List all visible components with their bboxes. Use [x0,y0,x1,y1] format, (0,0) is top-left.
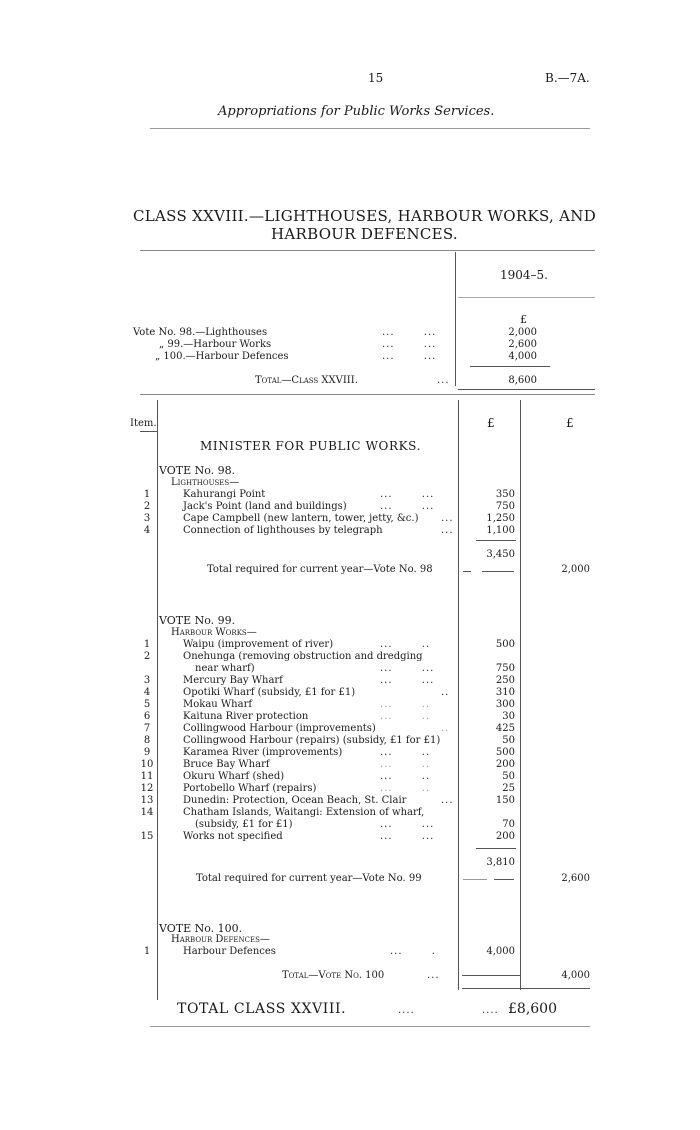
page-number: 15 [368,71,384,85]
summary-year-rule [458,297,595,298]
item-number: 2 [143,651,151,662]
item-number: 1 [143,639,151,650]
dash-rule [494,879,514,880]
item-value: 500 [495,639,515,650]
item-value: 200 [495,759,515,770]
item-value: 500 [495,747,515,758]
item-value: 200 [495,831,515,842]
item-number: 2 [143,501,151,512]
leader-dots: ... .. [380,759,431,770]
item-label: Mercury Bay Wharf [183,675,283,686]
leader-dots: .. [441,687,450,698]
summary-row-value: 2,000 [508,327,537,338]
leader-dots: ... ... [380,675,435,686]
item-number: 4 [143,687,151,698]
class-title-line2: HARBOUR DEFENCES. [271,225,459,243]
item-label: Kahurangi Point [183,489,266,500]
leader-dots: ... . [390,946,436,957]
summary-currency: £ [520,313,527,326]
summary-row-value: 2,600 [508,339,537,350]
item-label: Collingwood Harbour (improvements) [183,723,376,734]
summary-row-value: 4,000 [508,351,537,362]
item-value: 750 [495,663,515,674]
leader-dots: .... [482,1005,499,1016]
leader-dots: ... ... [380,501,435,512]
item-value: 25 [502,783,515,794]
leader-dots: ... .. [380,783,431,794]
vote-99-subtotal: 3,810 [486,857,515,868]
item-label: Okuru Wharf (shed) [183,771,285,782]
grand-total-value: £8,600 [508,1001,557,1017]
item-number: 10 [140,759,154,770]
item-label: Kaituna River protection [183,711,309,722]
detail-currency-1: £ [487,416,495,430]
minister-heading: MINISTER FOR PUBLIC WORKS. [200,439,421,453]
item-value: 750 [495,501,515,512]
item-number: 12 [140,783,154,794]
item-number: 4 [143,525,151,536]
item-label: Works not specified [183,831,283,842]
subtotal-rule [476,848,516,849]
dash-rule [463,571,471,572]
leader-dots: ... .. [380,771,431,782]
vote-99-total-value: 2,600 [561,873,590,884]
item-number: 1 [143,489,151,500]
item-number: 3 [143,675,151,686]
item-value: 30 [502,711,515,722]
vote-100-subheading: Harbour Defences— [171,934,270,945]
item-column-header: Item. [130,418,157,429]
item-label: Karamea River (improvements) [183,747,343,758]
vote-99-title: VOTE No. 99. [159,614,236,627]
item-number: 7 [143,723,151,734]
leader-dots: ... ... [380,831,435,842]
dash-rule [462,975,520,976]
item-label: Dunedin: Protection, Ocean Beach, St. Clair [183,795,407,806]
vote-98-total-value: 2,000 [561,564,590,575]
footer-rule [150,1026,590,1027]
leader-dots: .... [398,1005,415,1016]
item-label: Waipu (improvement of river) [183,639,334,650]
item-label: (subsidy, £1 for £1) [195,819,293,830]
leader-dots: ... [437,375,450,386]
leader-dots: ... ... [380,663,435,674]
dash-rule [482,571,514,572]
item-value: 300 [495,699,515,710]
item-number: 5 [143,699,151,710]
summary-column-rule [455,252,456,386]
detail-column-rule-1 [458,400,459,990]
summary-total-value: 8,600 [508,375,537,386]
total-underline-rule [462,988,590,989]
item-value: 350 [495,489,515,500]
summary-top-rule [140,250,595,251]
page-subtitle: Appropriations for Public Works Services. [218,104,495,119]
header-rule [150,128,590,129]
leader-dots: ... [441,795,454,806]
leader-dots: ... ... [380,489,435,500]
leader-dots: ... .. [380,699,431,710]
item-number: 11 [140,771,154,782]
summary-separator-rule [140,394,595,395]
item-label: Connection of lighthouses by telegraph [183,525,383,536]
vote-98-total-label: Total required for current year—Vote No. 98 [207,564,433,575]
item-number: 1 [143,946,151,957]
item-value: 50 [502,771,515,782]
vote-99-total-label: Total required for current year—Vote No. 99 [196,873,422,884]
leader-dots: ... [441,525,454,536]
item-label: Opotiki Wharf (subsidy, £1 for £1) [183,687,356,698]
vote-99-subheading: Harbour Works— [171,627,257,638]
item-value: 1,250 [486,513,515,524]
vote-100-total-value: 4,000 [561,970,590,981]
item-value: 250 [495,675,515,686]
leader-dots: ... .. [380,639,431,650]
vote-98-subheading: Lighthouses— [171,477,240,488]
vote-98-title: VOTE No. 98. [159,464,236,477]
summary-row-label: „ 99.—Harbour Works [159,339,272,350]
item-value: 1,100 [486,525,515,536]
item-number: 14 [140,807,154,818]
leader-dots: ... .. [380,747,431,758]
vote-100-title: VOTE No. 100. [159,922,243,935]
summary-total-label: Total—Class XXVIII. [255,375,358,386]
item-label: Portobello Wharf (repairs) [183,783,317,794]
vote-100-total-label: Total—Vote No. 100 [282,970,385,981]
leader-dots: ... .. [380,711,431,722]
subtotal-rule [476,540,516,541]
item-number: 9 [143,747,151,758]
summary-year: 1904–5. [500,268,548,282]
item-value: 310 [495,687,515,698]
item-number: 6 [143,711,151,722]
item-value: 4,000 [486,946,515,957]
leader-dots: ... ... [382,327,437,338]
summary-row-label: Vote No. 98.—Lighthouses [133,327,268,338]
item-label: Bruce Bay Wharf [183,759,270,770]
item-label: near wharf) [195,663,255,674]
grand-total-label: TOTAL CLASS XXVIII. [177,1001,347,1017]
item-number: 8 [143,735,151,746]
dash-rule [463,879,487,880]
item-value: 425 [495,723,515,734]
item-value: 70 [502,819,515,830]
leader-dots: ... ... [382,351,437,362]
detail-item-column-rule [157,400,158,1000]
leader-dots: ... [441,513,454,524]
detail-column-rule-2 [520,400,521,990]
item-label: Mokau Wharf [183,699,253,710]
detail-currency-2: £ [566,416,574,430]
summary-sum-rule [470,366,550,367]
summary-bottom-rule [458,389,595,390]
item-label: Chatham Islands, Waitangi: Extension of wharf, [183,807,425,818]
item-number: 15 [140,831,154,842]
vote-98-subtotal: 3,450 [486,549,515,560]
item-label: Onehunga (removing obstruction and dredging [183,651,423,662]
item-value: 50 [502,735,515,746]
item-header-rule [140,431,158,432]
item-value: 150 [495,795,515,806]
item-label: Harbour Defences [183,946,276,957]
item-label: Jack's Point (land and buildings) [183,501,347,512]
item-number: 13 [140,795,154,806]
leader-dots: ... [427,970,440,981]
class-title-line1: CLASS XXVIII.—LIGHTHOUSES, HARBOUR WORKS, AND [133,207,597,225]
item-number: 3 [143,513,151,524]
item-label: Collingwood Harbour (repairs) (subsidy, £1 for £1) [183,735,441,746]
leader-dots: ... ... [380,819,435,830]
leader-dots: .. [441,723,450,734]
document-reference: B.—7A. [545,71,590,85]
item-label: Cape Campbell (new lantern, tower, jetty, &c.) [183,513,419,524]
summary-row-label: „ 100.—Harbour Defences [155,351,289,362]
leader-dots: ... ... [382,339,437,350]
